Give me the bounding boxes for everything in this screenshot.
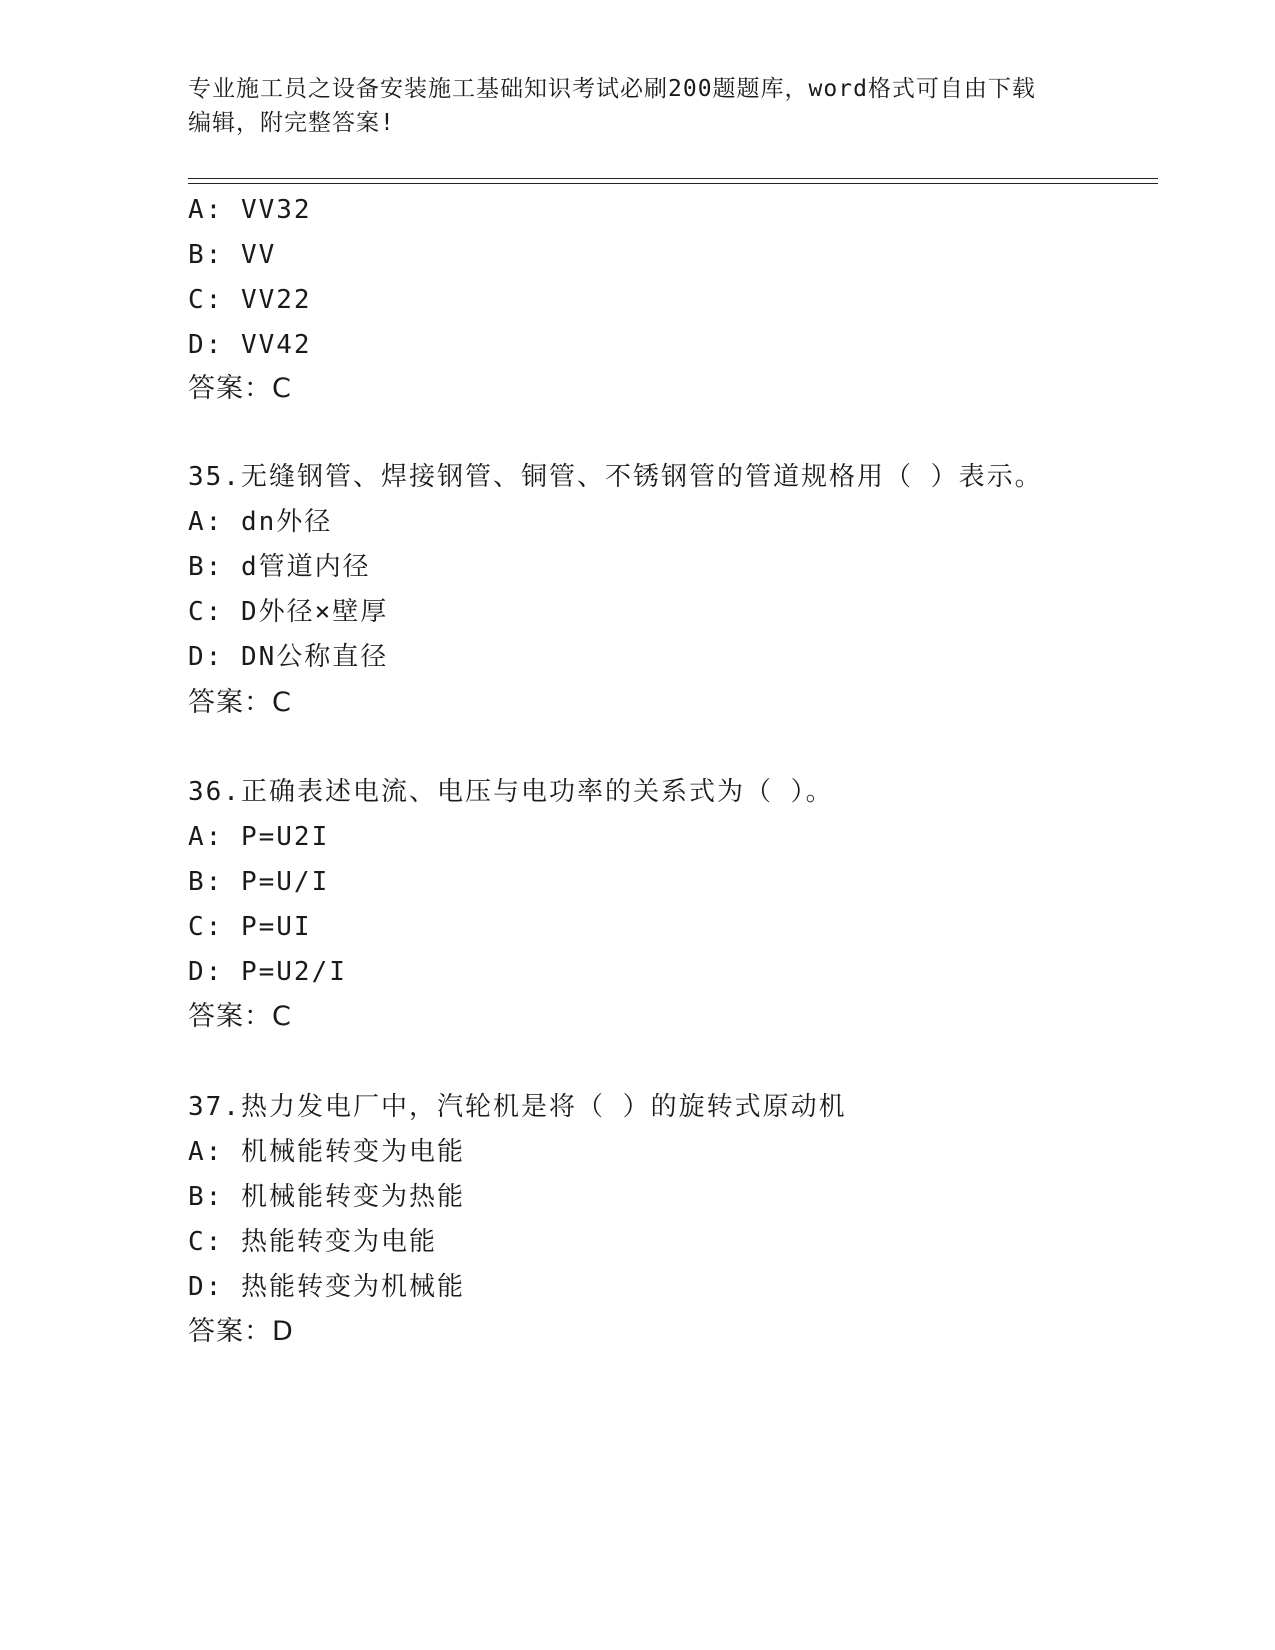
option-c: C: P=UI <box>188 912 312 942</box>
answer-text: 答案：D <box>188 1316 294 1347</box>
question-36: 36.正确表述电流、电压与电功率的关系式为（ ）。 <box>188 777 834 807</box>
answer-text: 答案：C <box>188 1001 292 1032</box>
header-line-2: 编辑，附完整答案! <box>188 110 395 136</box>
answer-text: 答案：C <box>188 687 292 718</box>
option-a: A: VV32 <box>188 195 312 225</box>
option-b: B: VV <box>188 240 277 270</box>
option-b: B: d管道内径 <box>188 552 371 582</box>
option-d: D: 热能转变为机械能 <box>188 1272 465 1302</box>
header-divider-top <box>188 178 1158 179</box>
option-a: A: P=U2I <box>188 822 330 852</box>
option-a: A: dn外径 <box>188 507 333 537</box>
option-b: B: 机械能转变为热能 <box>188 1182 465 1212</box>
option-a: A: 机械能转变为电能 <box>188 1137 465 1167</box>
answer-text: 答案：C <box>188 373 292 404</box>
option-c: C: 热能转变为电能 <box>188 1227 437 1257</box>
option-d: D: P=U2/I <box>188 957 347 987</box>
question-37: 37.热力发电厂中，汽轮机是将（ ）的旋转式原动机 <box>188 1092 847 1122</box>
option-d: D: VV42 <box>188 330 312 360</box>
header-divider-bottom <box>188 183 1158 184</box>
option-b: B: P=U/I <box>188 867 330 897</box>
option-c: C: D外径×壁厚 <box>188 597 389 627</box>
question-35: 35.无缝钢管、焊接钢管、铜管、不锈钢管的管道规格用（ ）表示。 <box>188 462 1043 492</box>
option-c: C: VV22 <box>188 285 312 315</box>
header-line-1: 专业施工员之设备安装施工基础知识考试必刷200题题库，word格式可自由下载 <box>188 76 1036 102</box>
option-d: D: DN公称直径 <box>188 642 389 672</box>
document-header <box>188 72 1088 140</box>
